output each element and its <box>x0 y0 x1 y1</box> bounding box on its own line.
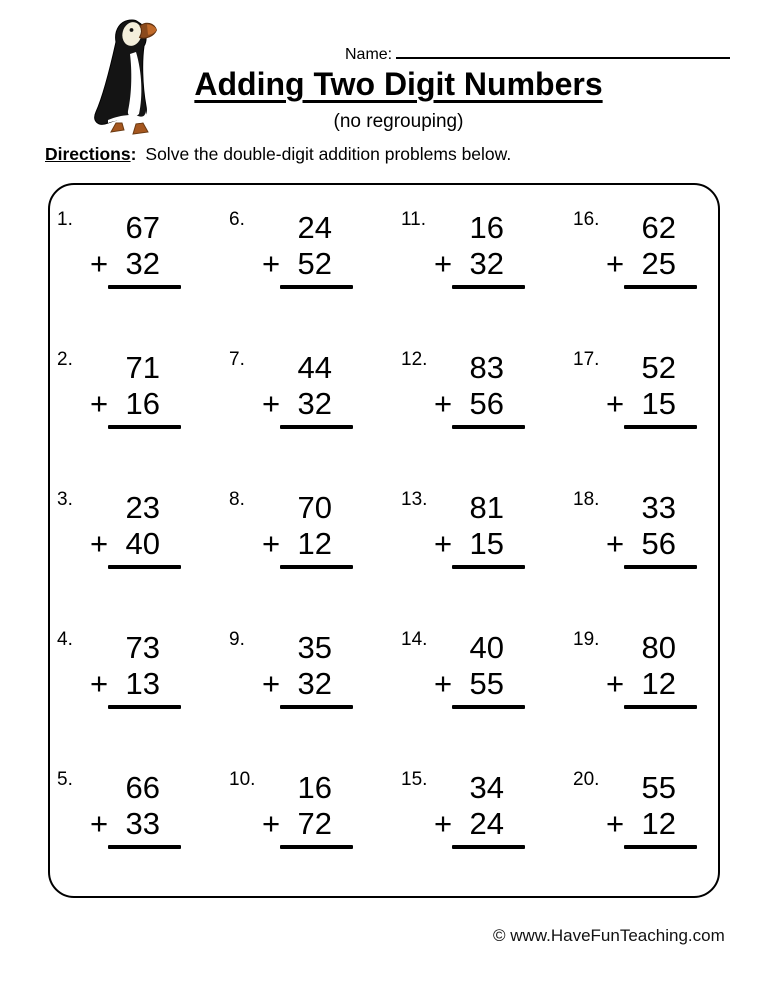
top-addend: 66 <box>125 770 160 805</box>
problem-number: 4. <box>57 629 73 650</box>
bottom-addend: 13 <box>125 666 160 701</box>
directions-text: Solve the double-digit addition problems below. <box>145 144 512 164</box>
problem-number: 16. <box>573 209 600 230</box>
problem-12 <box>396 347 568 487</box>
name-blank-line <box>396 44 730 59</box>
answer-line <box>280 705 353 709</box>
top-addend: 73 <box>125 630 160 665</box>
plus-icon: + <box>262 806 281 841</box>
answer-line <box>280 285 353 289</box>
answer-line <box>108 425 181 429</box>
problem-number: 14. <box>401 629 428 650</box>
directions <box>45 144 511 165</box>
page-title: Adding Two Digit Numbers <box>194 66 603 102</box>
problem-number: 1. <box>57 209 73 230</box>
title-block <box>12 66 773 133</box>
top-addend: 67 <box>125 210 160 245</box>
answer-line <box>108 285 181 289</box>
top-addend: 23 <box>125 490 160 525</box>
answer-line <box>624 845 697 849</box>
plus-icon: + <box>606 526 625 561</box>
top-addend: 35 <box>297 630 332 665</box>
problem-number: 15. <box>401 769 428 790</box>
bottom-addend: 32 <box>297 666 332 701</box>
bottom-addend: 56 <box>469 386 504 421</box>
plus-icon: + <box>90 806 109 841</box>
top-addend: 55 <box>641 770 676 805</box>
bottom-addend: 32 <box>469 246 504 281</box>
problems-box <box>48 183 720 898</box>
problem-number: 17. <box>573 349 600 370</box>
answer-line <box>624 425 697 429</box>
bottom-addend: 32 <box>297 386 332 421</box>
top-addend: 44 <box>297 350 332 385</box>
bottom-addend: 52 <box>297 246 332 281</box>
problem-7 <box>224 347 396 487</box>
answer-line <box>280 565 353 569</box>
bottom-addend: 25 <box>641 246 676 281</box>
problem-13 <box>396 487 568 627</box>
problem-1 <box>52 207 224 347</box>
plus-icon: + <box>606 386 625 421</box>
bottom-addend: 33 <box>125 806 160 841</box>
problem-15 <box>396 767 568 907</box>
answer-line <box>624 705 697 709</box>
plus-icon: + <box>434 806 453 841</box>
top-addend: 24 <box>297 210 332 245</box>
problem-number: 6. <box>229 209 245 230</box>
problem-6 <box>224 207 396 347</box>
answer-line <box>280 425 353 429</box>
answer-line <box>624 285 697 289</box>
plus-icon: + <box>434 386 453 421</box>
problem-11 <box>396 207 568 347</box>
problem-number: 10. <box>229 769 256 790</box>
plus-icon: + <box>434 526 453 561</box>
bottom-addend: 56 <box>641 526 676 561</box>
bottom-addend: 12 <box>641 666 676 701</box>
problem-number: 5. <box>57 769 73 790</box>
copyright-text: © www.HaveFunTeaching.com <box>493 926 725 945</box>
top-addend: 80 <box>641 630 676 665</box>
problem-5 <box>52 767 224 907</box>
bottom-addend: 12 <box>641 806 676 841</box>
plus-icon: + <box>606 806 625 841</box>
bottom-addend: 72 <box>297 806 332 841</box>
plus-icon: + <box>434 246 453 281</box>
problem-number: 11. <box>401 209 427 230</box>
problem-16 <box>568 207 740 347</box>
plus-icon: + <box>90 666 109 701</box>
top-addend: 83 <box>469 350 504 385</box>
top-addend: 40 <box>469 630 504 665</box>
problem-number: 2. <box>57 349 73 370</box>
problem-17 <box>568 347 740 487</box>
problem-18 <box>568 487 740 627</box>
plus-icon: + <box>262 386 281 421</box>
directions-label: Directions <box>45 144 131 164</box>
problem-19 <box>568 627 740 767</box>
plus-icon: + <box>606 246 625 281</box>
problem-8 <box>224 487 396 627</box>
bottom-addend: 24 <box>469 806 504 841</box>
answer-line <box>452 425 525 429</box>
top-addend: 16 <box>469 210 504 245</box>
bottom-addend: 15 <box>641 386 676 421</box>
problem-number: 7. <box>229 349 245 370</box>
problem-14 <box>396 627 568 767</box>
problem-number: 9. <box>229 629 245 650</box>
bottom-addend: 32 <box>125 246 160 281</box>
answer-line <box>108 565 181 569</box>
bottom-addend: 40 <box>125 526 160 561</box>
problem-2 <box>52 347 224 487</box>
plus-icon: + <box>606 666 625 701</box>
problem-number: 3. <box>57 489 73 510</box>
top-addend: 33 <box>641 490 676 525</box>
name-label: Name: <box>345 46 393 63</box>
problem-20 <box>568 767 740 907</box>
bottom-addend: 16 <box>125 386 160 421</box>
top-addend: 16 <box>297 770 332 805</box>
answer-line <box>452 845 525 849</box>
bottom-addend: 12 <box>297 526 332 561</box>
problem-number: 18. <box>573 489 600 510</box>
problems-grid <box>52 207 740 907</box>
directions-colon: : <box>130 144 137 164</box>
name-field-row <box>345 44 730 64</box>
problem-number: 13. <box>401 489 428 510</box>
bottom-addend: 55 <box>469 666 504 701</box>
answer-line <box>624 565 697 569</box>
plus-icon: + <box>90 526 109 561</box>
top-addend: 34 <box>469 770 504 805</box>
answer-line <box>452 565 525 569</box>
bottom-addend: 15 <box>469 526 504 561</box>
problem-10 <box>224 767 396 907</box>
plus-icon: + <box>90 246 109 281</box>
problem-3 <box>52 487 224 627</box>
top-addend: 81 <box>469 490 504 525</box>
page-subtitle: (no regrouping) <box>333 111 464 132</box>
answer-line <box>280 845 353 849</box>
answer-line <box>452 285 525 289</box>
plus-icon: + <box>262 246 281 281</box>
problem-number: 20. <box>573 769 600 790</box>
top-addend: 71 <box>125 350 160 385</box>
problem-number: 8. <box>229 489 245 510</box>
top-addend: 52 <box>641 350 676 385</box>
plus-icon: + <box>434 666 453 701</box>
answer-line <box>452 705 525 709</box>
top-addend: 70 <box>297 490 332 525</box>
problem-4 <box>52 627 224 767</box>
problem-9 <box>224 627 396 767</box>
top-addend: 62 <box>641 210 676 245</box>
plus-icon: + <box>262 526 281 561</box>
problem-number: 19. <box>573 629 600 650</box>
answer-line <box>108 845 181 849</box>
plus-icon: + <box>90 386 109 421</box>
plus-icon: + <box>262 666 281 701</box>
answer-line <box>108 705 181 709</box>
problem-number: 12. <box>401 349 428 370</box>
